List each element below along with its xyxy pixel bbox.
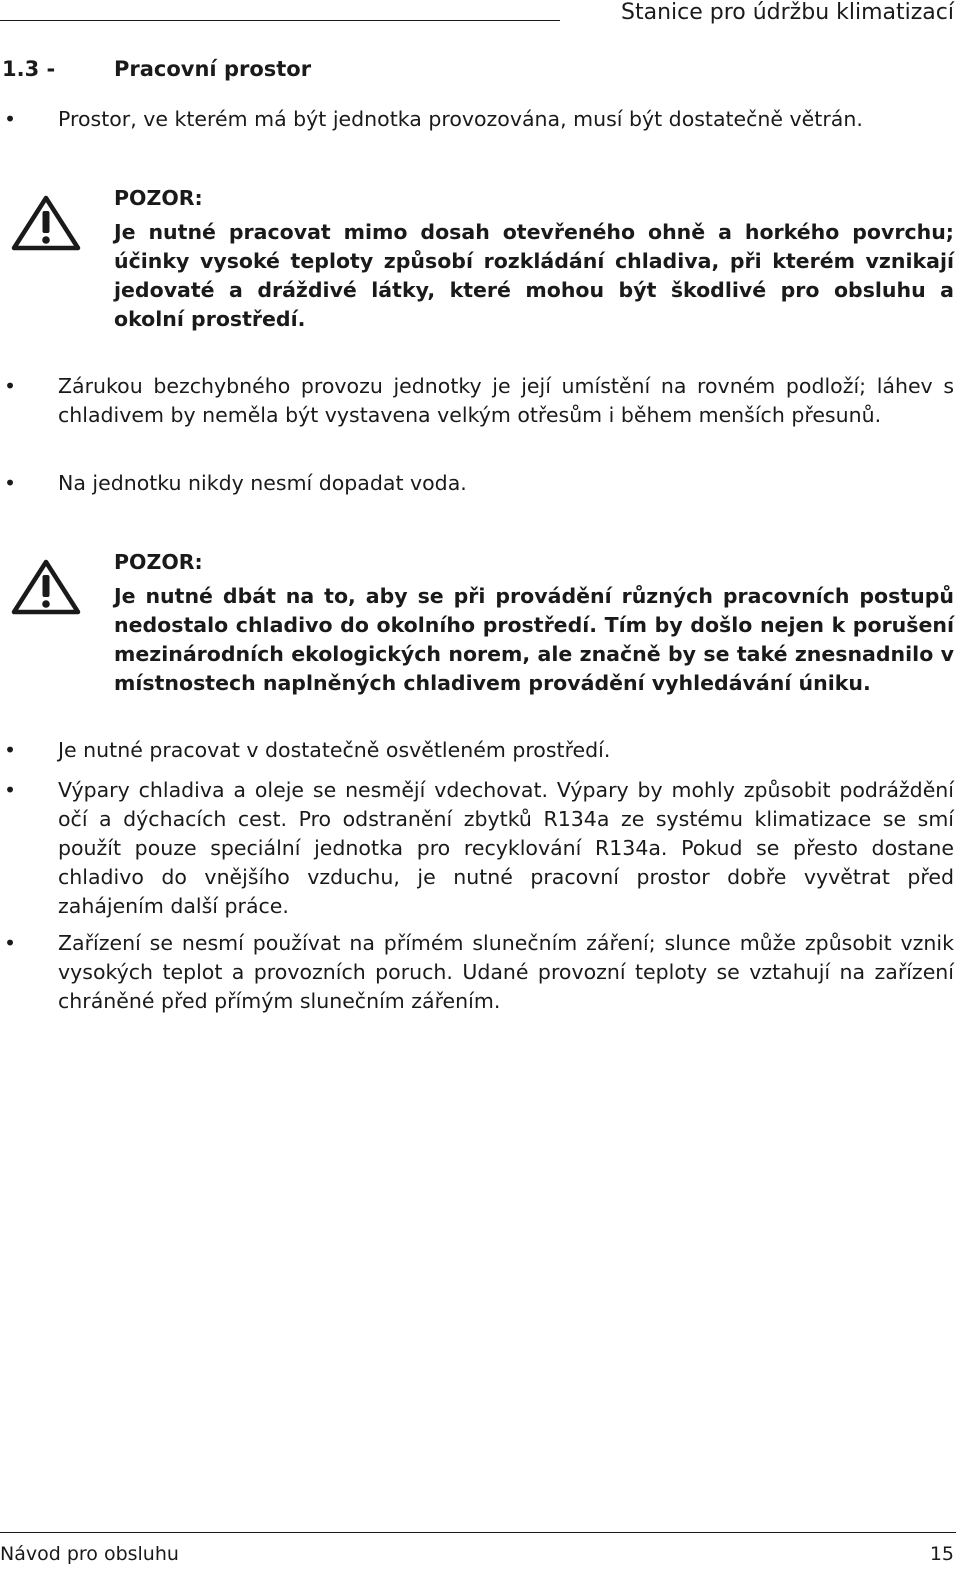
list-item-text: Zařízení se nesmí používat na přímém slunečním záření; slunce může způsobit vznik vysokých teplot a provozních poruch. Udané provozní teploty se vztahují na zařízení chráněné před přímým slunečním zářením.	[58, 931, 954, 1013]
section-number: 1.3 -	[2, 57, 56, 81]
list-item-text: Prostor, ve kterém má být jednotka provozována, musí být dostatečně větrán.	[58, 107, 863, 131]
bullet-symbol: •	[4, 931, 17, 955]
warning-text: Je nutné dbát na to, aby se při provádění různých pracovních postupů nedostalo chladivo do okolního prostředí. Tím by došlo nejen k porušení mezinárodních ekologických norem, ale značně by se také znesnadnilo v místnostech naplněných chladivem provádění vyhledávání úniku.	[114, 584, 954, 695]
footer-manual-title: Návod pro obsluhu	[0, 1543, 179, 1565]
bullet-symbol: •	[4, 738, 17, 762]
list-item	[4, 105, 954, 134]
header-rule	[0, 20, 560, 21]
list-item	[4, 736, 954, 765]
list-item	[4, 372, 954, 430]
warning-text: Je nutné pracovat mimo dosah otevřeného ohně a horkého povrchu; účinky vysoké teploty způsobí rozkládání chladiva, při kterém vznikají jedovaté a dráždivé látky, které mohou být škodlivé pro obsluhu a okolní prostředí.	[114, 220, 954, 331]
bullet-symbol: •	[4, 107, 17, 131]
warning-label: POZOR:	[114, 186, 203, 210]
warning-box-2	[114, 548, 954, 698]
warning-box-1	[114, 184, 954, 334]
list-item	[4, 776, 954, 921]
list-item-text: Zárukou bezchybného provozu jednotky je její umístění na rovném podloží; láhev s chladivem by neměla být vystavena velkým otřesům i během menších přesunů.	[58, 374, 954, 427]
header-title: Stanice pro údržbu klimatizací	[621, 0, 954, 25]
page-number: 15	[929, 1543, 954, 1565]
list-item-text: Na jednotku nikdy nesmí dopadat voda.	[58, 471, 467, 495]
bullet-symbol: •	[4, 374, 17, 398]
warning-label: POZOR:	[114, 550, 203, 574]
footer-rule	[0, 1532, 956, 1533]
warning-triangle-icon	[10, 194, 82, 252]
bullet-symbol: •	[4, 471, 17, 495]
warning-triangle-icon	[10, 558, 82, 616]
list-item-text: Je nutné pracovat v dostatečně osvětleném prostředí.	[58, 738, 611, 762]
section-heading	[2, 55, 311, 83]
bullet-symbol: •	[4, 778, 17, 802]
list-item	[4, 929, 954, 1016]
section-title: Pracovní prostor	[114, 57, 312, 81]
list-item	[4, 469, 954, 498]
list-item-text: Výpary chladiva a oleje se nesmějí vdechovat. Výpary by mohly způsobit podráždění očí a dýchacích cest. Pro odstranění zbytků R134a ze systému klimatizace se smí použít pouze speciální jednotka pro recyklování R134a. Pokud se přesto dostane chladivo do vnějšího vzduchu, je nutné pracovní prostor dobře vyvětrat před zahájením další práce.	[58, 778, 954, 918]
